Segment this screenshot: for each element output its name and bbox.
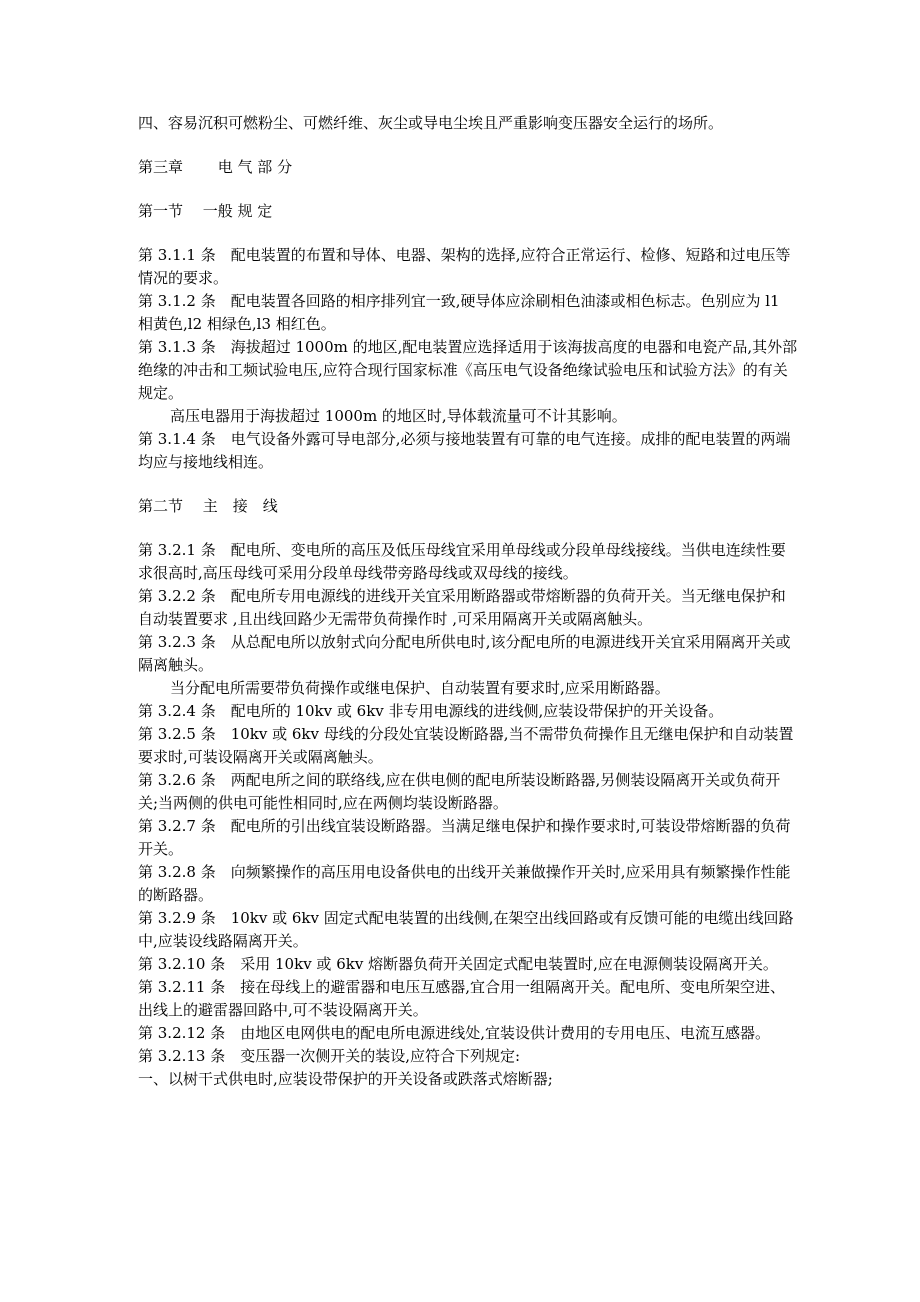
clause-3-2-3: 第 3.2.3 条 从总配电所以放射式向分配电所供电时,该分配电所的电源进线开关宜采用隔离开关或隔离触头。 (138, 633, 791, 674)
clause-3-2-12: 第 3.2.12 条 由地区电网供电的配电所电源进线处,宜装设供计费用的专用电压、电流互感器。 (138, 1024, 771, 1042)
clause-3-1-3-note: 高压电器用于海拔超过 1000m 的地区时,导体载流量可不计其影响。 (170, 407, 627, 425)
clause-3-2-11: 第 3.2.11 条 接在母线上的避雷器和电压互感器,宜合用一组隔离开关。配电所、变电所架空进、出线上的避雷器回路中,可不装设隔离开关。 (138, 978, 786, 1019)
clause-3-2-3-note: 当分配电所需要带负荷操作或继电保护、自动装置有要求时,应采用断路器。 (170, 679, 670, 697)
intro-paragraph: 四、容易沉积可燃粉尘、可燃纤维、灰尘或导电尘埃且严重影响变压器安全运行的场所。 (138, 114, 724, 132)
clause-3-2-10: 第 3.2.10 条 采用 10kv 或 6kv 熔断器负荷开关固定式配电装置时,应在电源侧装设隔离开关。 (138, 955, 778, 973)
section-title-main-wiring: 第二节 主 接 线 (138, 497, 278, 515)
clause-3-2-5: 第 3.2.5 条 10kv 或 6kv 母线的分段处宜装设断路器,当不需带负荷操作且无继电保护和自动装置要求时,可装设隔离开关或隔离触头。 (138, 725, 794, 766)
clause-3-1-3: 第 3.1.3 条 海拔超过 1000m 的地区,配电装置应选择适用于该海拔高度的电器和电瓷产品,其外部绝缘的冲击和工频试验电压,应符合现行国家标准《高压电气设备绝缘试验电压和试验方法》的有关规定。 (138, 338, 798, 402)
clause-3-2-4: 第 3.2.4 条 配电所的 10kv 或 6kv 非专用电源线的进线侧,应装设带保护的开关设备。 (138, 702, 724, 720)
chapter-title: 第三章 电 气 部 分 (138, 158, 293, 176)
section-title-general: 第一节 一般 规 定 (138, 202, 273, 220)
clause-3-2-9: 第 3.2.9 条 10kv 或 6kv 固定式配电装置的出线侧,在架空出线回路或有反馈可能的电缆出线回路中,应装设线路隔离开关。 (138, 909, 794, 950)
clause-3-1-4: 第 3.1.4 条 电气设备外露可导电部分,必须与接地装置有可靠的电气连接。成排的配电装置的两端均应与接地线相连。 (138, 430, 791, 471)
clause-3-2-1: 第 3.2.1 条 配电所、变电所的高压及低压母线宜采用单母线或分段单母线接线。当供电连续性要求很高时,高压母线可采用分段单母线带旁路母线或双母线的接线。 (138, 541, 786, 582)
clause-3-2-13-item-1: 一、以树干式供电时,应装设带保护的开关设备或跌落式熔断器; (138, 1070, 553, 1088)
clause-3-2-2: 第 3.2.2 条 配电所专用电源线的进线开关宜采用断路器或带熔断器的负荷开关。当无继电保护和自动装置要求 ,且出线回路少无需带负荷操作时 ,可采用隔离开关或隔离触头。 (138, 587, 786, 628)
clause-3-1-1: 第 3.1.1 条 配电装置的布置和导体、电器、架构的选择,应符合正常运行、检修、短路和过电压等情况的要求。 (138, 246, 791, 287)
clause-3-1-2: 第 3.1.2 条 配电装置各回路的相序排列宜一致,硬导体应涂刷相色油漆或相色标志。色别应为 l1 相黄色,l2 相绿色,l3 相红色。 (138, 292, 785, 333)
document-page (138, 112, 798, 1091)
clause-3-2-8: 第 3.2.8 条 向频繁操作的高压用电设备供电的出线开关兼做操作开关时,应采用具有频繁操作性能的断路器。 (138, 863, 791, 904)
clause-3-2-7: 第 3.2.7 条 配电所的引出线宜装设断路器。当满足继电保护和操作要求时,可装设带熔断器的负荷开关。 (138, 817, 791, 858)
clause-3-2-13: 第 3.2.13 条 变压器一次侧开关的装设,应符合下列规定: (138, 1047, 521, 1065)
clause-3-2-6: 第 3.2.6 条 两配电所之间的联络线,应在供电侧的配电所装设断路器,另侧装设隔离开关或负荷开关;当两侧的供电可能性相同时,应在两侧均装设断路器。 (138, 771, 781, 812)
